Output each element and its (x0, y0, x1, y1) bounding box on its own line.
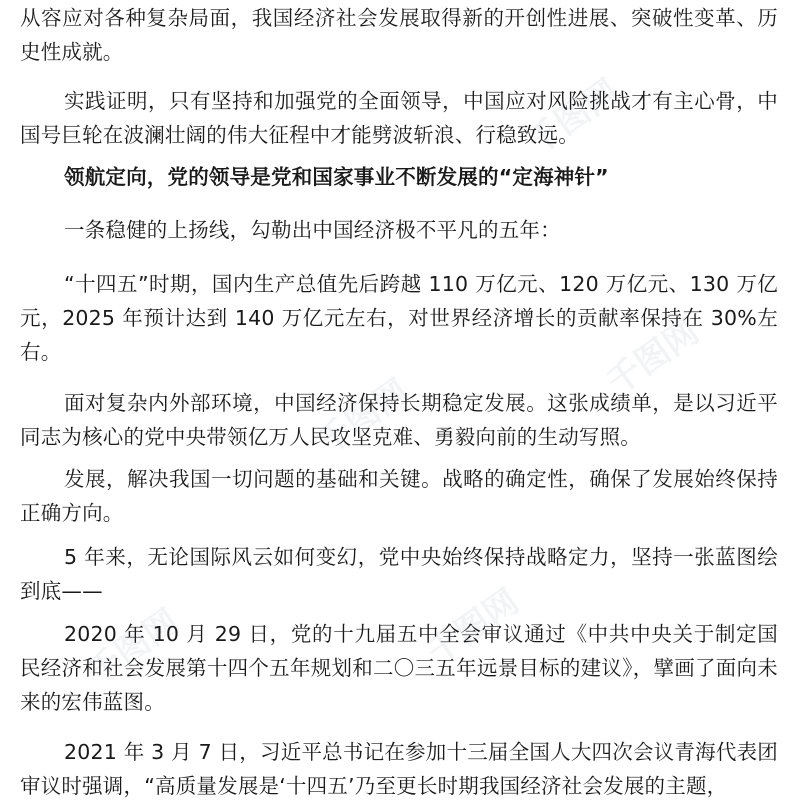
paragraph: 2021 年 3 月 7 日，习近平总书记在参加十三届全国人大四次会议青海代表团审议时强调，“高质量发展是‘十四五’乃至更长时期我国经济社会发展的主题， (20, 740, 778, 798)
watermark: 千图网 (599, 311, 707, 404)
paragraph: 5 年来，无论国际风云如何变幻，党中央始终保持战略定力，坚持一张蓝图绘到底—— (20, 545, 778, 603)
watermark: 千图网 (419, 581, 527, 674)
watermark: 千图网 (519, 71, 627, 164)
paragraph: 2020 年 10 月 29 日，党的十九届五中全会审议通过《中共中央关于制定国民经济和社会发展第十四个五年规划和二〇三五年远景目标的建议》，擘画了面向未来的宏伟蓝图。 (20, 622, 778, 714)
paragraph: 一条稳健的上扬线，勾勒出中国经济极不平凡的五年： (64, 218, 561, 242)
paragraph: “十四五”时期，国内生产总值先后跨越 110 万亿元、120 万亿元、130 万亿元，2025 年预计达到 140 万亿元左右，对世界经济增长的贡献率保持在 30%左右。 (20, 272, 778, 364)
paragraph: 发展，解决我国一切问题的基础和关键。战略的确定性，确保了发展始终保持正确方向。 (20, 467, 778, 525)
paragraph: 实践证明，只有坚持和加强党的全面领导，中国应对风险挑战才有主心骨，中国号巨轮在波澜壮阔的伟大征程中才能劈波斩浪、行稳致远。 (20, 89, 778, 147)
paragraph: 面对复杂内外部环境，中国经济保持长期稳定发展。这张成绩单，是以习近平同志为核心的党中央带领亿万人民攻坚克难、勇毅向前的生动写照。 (20, 391, 778, 449)
watermark: 千图网 (309, 371, 417, 464)
paragraph: 从容应对各种复杂局面，我国经济社会发展取得新的开创性进展、突破性变革、历史性成就。 (20, 6, 778, 64)
watermark: 千图网 (79, 601, 187, 694)
section-heading: 领航定向，党的领导是党和国家事业不断发展的“定海神针” (64, 165, 609, 189)
